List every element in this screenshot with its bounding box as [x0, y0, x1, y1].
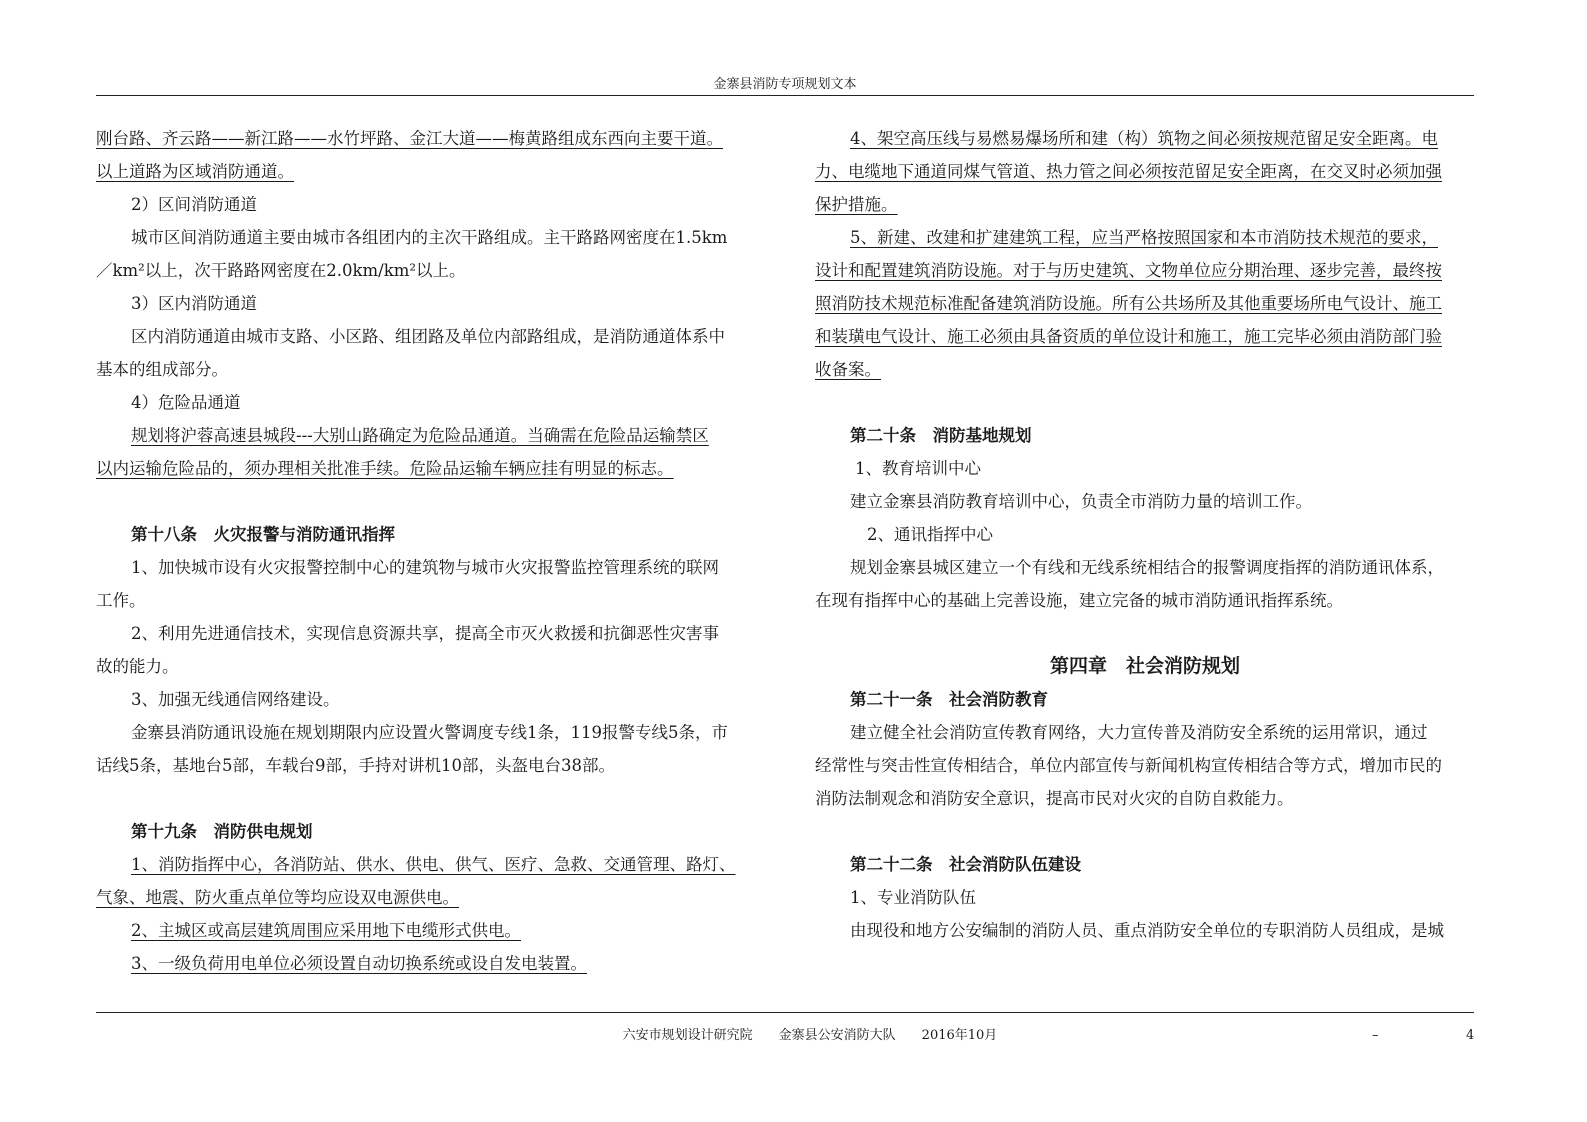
paragraph-line: 和装璜电气设计、施工必须由具备资质的单位设计和施工，施工完毕必须由消防部门验 [815, 327, 1442, 346]
footer-dash: – [1372, 1028, 1379, 1043]
paragraph-line: 照消防技术规范标准配备建筑消防设施。所有公共场所及其他重要场所电气设计、施工 [815, 294, 1442, 313]
paragraph-line: 以内运输危险品的，须办理相关批准手续。危险品运输车辆应挂有明显的标志。 [96, 459, 674, 478]
page-number: 4 [1466, 1028, 1475, 1043]
subheading: 3）区内消防通道 [131, 294, 257, 313]
page-header: 金寨县消防专项规划文本 [713, 77, 857, 92]
spacer [815, 617, 1475, 650]
footer-rule [96, 1012, 1474, 1013]
paragraph-line: 故的能力。 [96, 657, 179, 676]
paragraph-line: 气象、地震、防火重点单位等均应设双电源供电。 [96, 888, 459, 907]
paragraph-line: 建立健全社会消防宣传教育网络，大力宣传普及消防安全系统的运用常识，通过 [850, 723, 1428, 742]
paragraph-line: 金寨县消防通讯设施在规划期限内应设置火警调度专线1条，119报警专线5条，市 [131, 723, 728, 742]
paragraph-line: 区内消防通道由城市支路、小区路、组团路及单位内部路组成，是消防通道体系中 [131, 327, 725, 346]
paragraph-line: 1、消防指挥中心，各消防站、供水、供电、供气、医疗、急救、交通管理、路灯、 [131, 855, 736, 874]
subheading: 1、专业消防队伍 [850, 888, 976, 907]
paragraph-line: 3、加强无线通信网络建设。 [131, 690, 340, 709]
paragraph-line: 话线5条，基地台5部，车载台9部，手持对讲机10部，头盔电台38部。 [96, 756, 615, 775]
paragraph-line: 2、主城区或高层建筑周围应采用地下电缆形式供电。 [131, 921, 521, 940]
paragraph-line: 3、一级负荷用电单位必须设置自动切换系统或设自发电装置。 [131, 954, 587, 973]
paragraph-line: 由现役和地方公安编制的消防人员、重点消防安全单位的专职消防人员组成，是城 [850, 921, 1444, 940]
subheading: 1、教育培训中心 [855, 459, 981, 478]
chapter-4-title: 第四章 社会消防规划 [1049, 655, 1240, 677]
paragraph-line: 保护措施。 [815, 195, 898, 214]
paragraph-line: 规划金寨县城区建立一个有线和无线系统相结合的报警调度指挥的消防通讯体系， [850, 558, 1444, 577]
paragraph-line: 力、电缆地下通道同煤气管道、热力管之间必须按范留足安全距离，在交叉时必须加强 [815, 162, 1442, 181]
paragraph-line: 消防法制观念和消防安全意识，提高市民对火灾的自防自救能力。 [815, 789, 1294, 808]
left-column [96, 122, 756, 980]
paragraph-line: 建立金寨县消防教育培训中心，负责全市消防力量的培训工作。 [850, 492, 1312, 511]
paragraph-line: 以上道路为区域消防通道。 [96, 162, 294, 181]
paragraph-line: 在现有指挥中心的基础上完善设施，建立完备的城市消防通讯指挥系统。 [815, 591, 1343, 610]
paragraph-line: 设计和配置建筑消防设施。对于与历史建筑、文物单位应分期治理、逐步完善，最终按 [815, 261, 1442, 280]
article-22-heading: 第二十二条 社会消防队伍建设 [850, 855, 1081, 874]
footer-institutions: 六安市规划设计研究院 金寨县公安消防大队 2016年10月 [622, 1028, 998, 1043]
article-21-heading: 第二十一条 社会消防教育 [850, 690, 1048, 709]
subheading: 4）危险品通道 [131, 393, 241, 412]
paragraph-line: 1、加快城市设有火灾报警控制中心的建筑物与城市火灾报警监控管理系统的联网 [131, 558, 719, 577]
right-column [815, 122, 1475, 947]
subheading: 2）区间消防通道 [131, 195, 257, 214]
paragraph-line: 刚台路、齐云路——新江路——水竹坪路、金江大道——梅黄路组成东西向主要干道。 [96, 129, 723, 148]
paragraph-line: 2、利用先进通信技术，实现信息资源共享，提高全市灭火救援和抗御恶性灾害事 [131, 624, 719, 643]
paragraph-line: 城市区间消防通道主要由城市各组团内的主次干路组成。主干路路网密度在1.5km [131, 228, 728, 247]
spacer [96, 782, 756, 815]
subheading: 2、通讯指挥中心 [867, 525, 993, 544]
header-rule [96, 95, 1474, 96]
spacer [815, 386, 1475, 419]
paragraph-line: 经常性与突击性宣传相结合，单位内部宣传与新闻机构宣传相结合等方式，增加市民的 [815, 756, 1442, 775]
spacer [96, 485, 756, 518]
article-20-heading: 第二十条 消防基地规划 [850, 426, 1032, 445]
paragraph-line: 工作。 [96, 591, 146, 610]
paragraph-line: 收备案。 [815, 360, 881, 379]
paragraph-line: 基本的组成部分。 [96, 360, 228, 379]
article-19-heading: 第十九条 消防供电规划 [131, 822, 313, 841]
paragraph-line: 规划将沪蓉高速县城段---大别山路确定为危险品通道。当确需在危险品运输禁区 [131, 426, 709, 445]
paragraph-line: 4、架空高压线与易燃易爆场所和建（构）筑物之间必须按规范留足安全距离。电 [850, 129, 1438, 148]
article-18-heading: 第十八条 火灾报警与消防通讯指挥 [131, 525, 395, 544]
paragraph-line: 5、新建、改建和扩建建筑工程，应当严格按照国家和本市消防技术规范的要求， [850, 228, 1438, 247]
paragraph-line: ／km²以上，次干路路网密度在2.0km/km²以上。 [96, 261, 466, 280]
spacer [815, 815, 1475, 848]
